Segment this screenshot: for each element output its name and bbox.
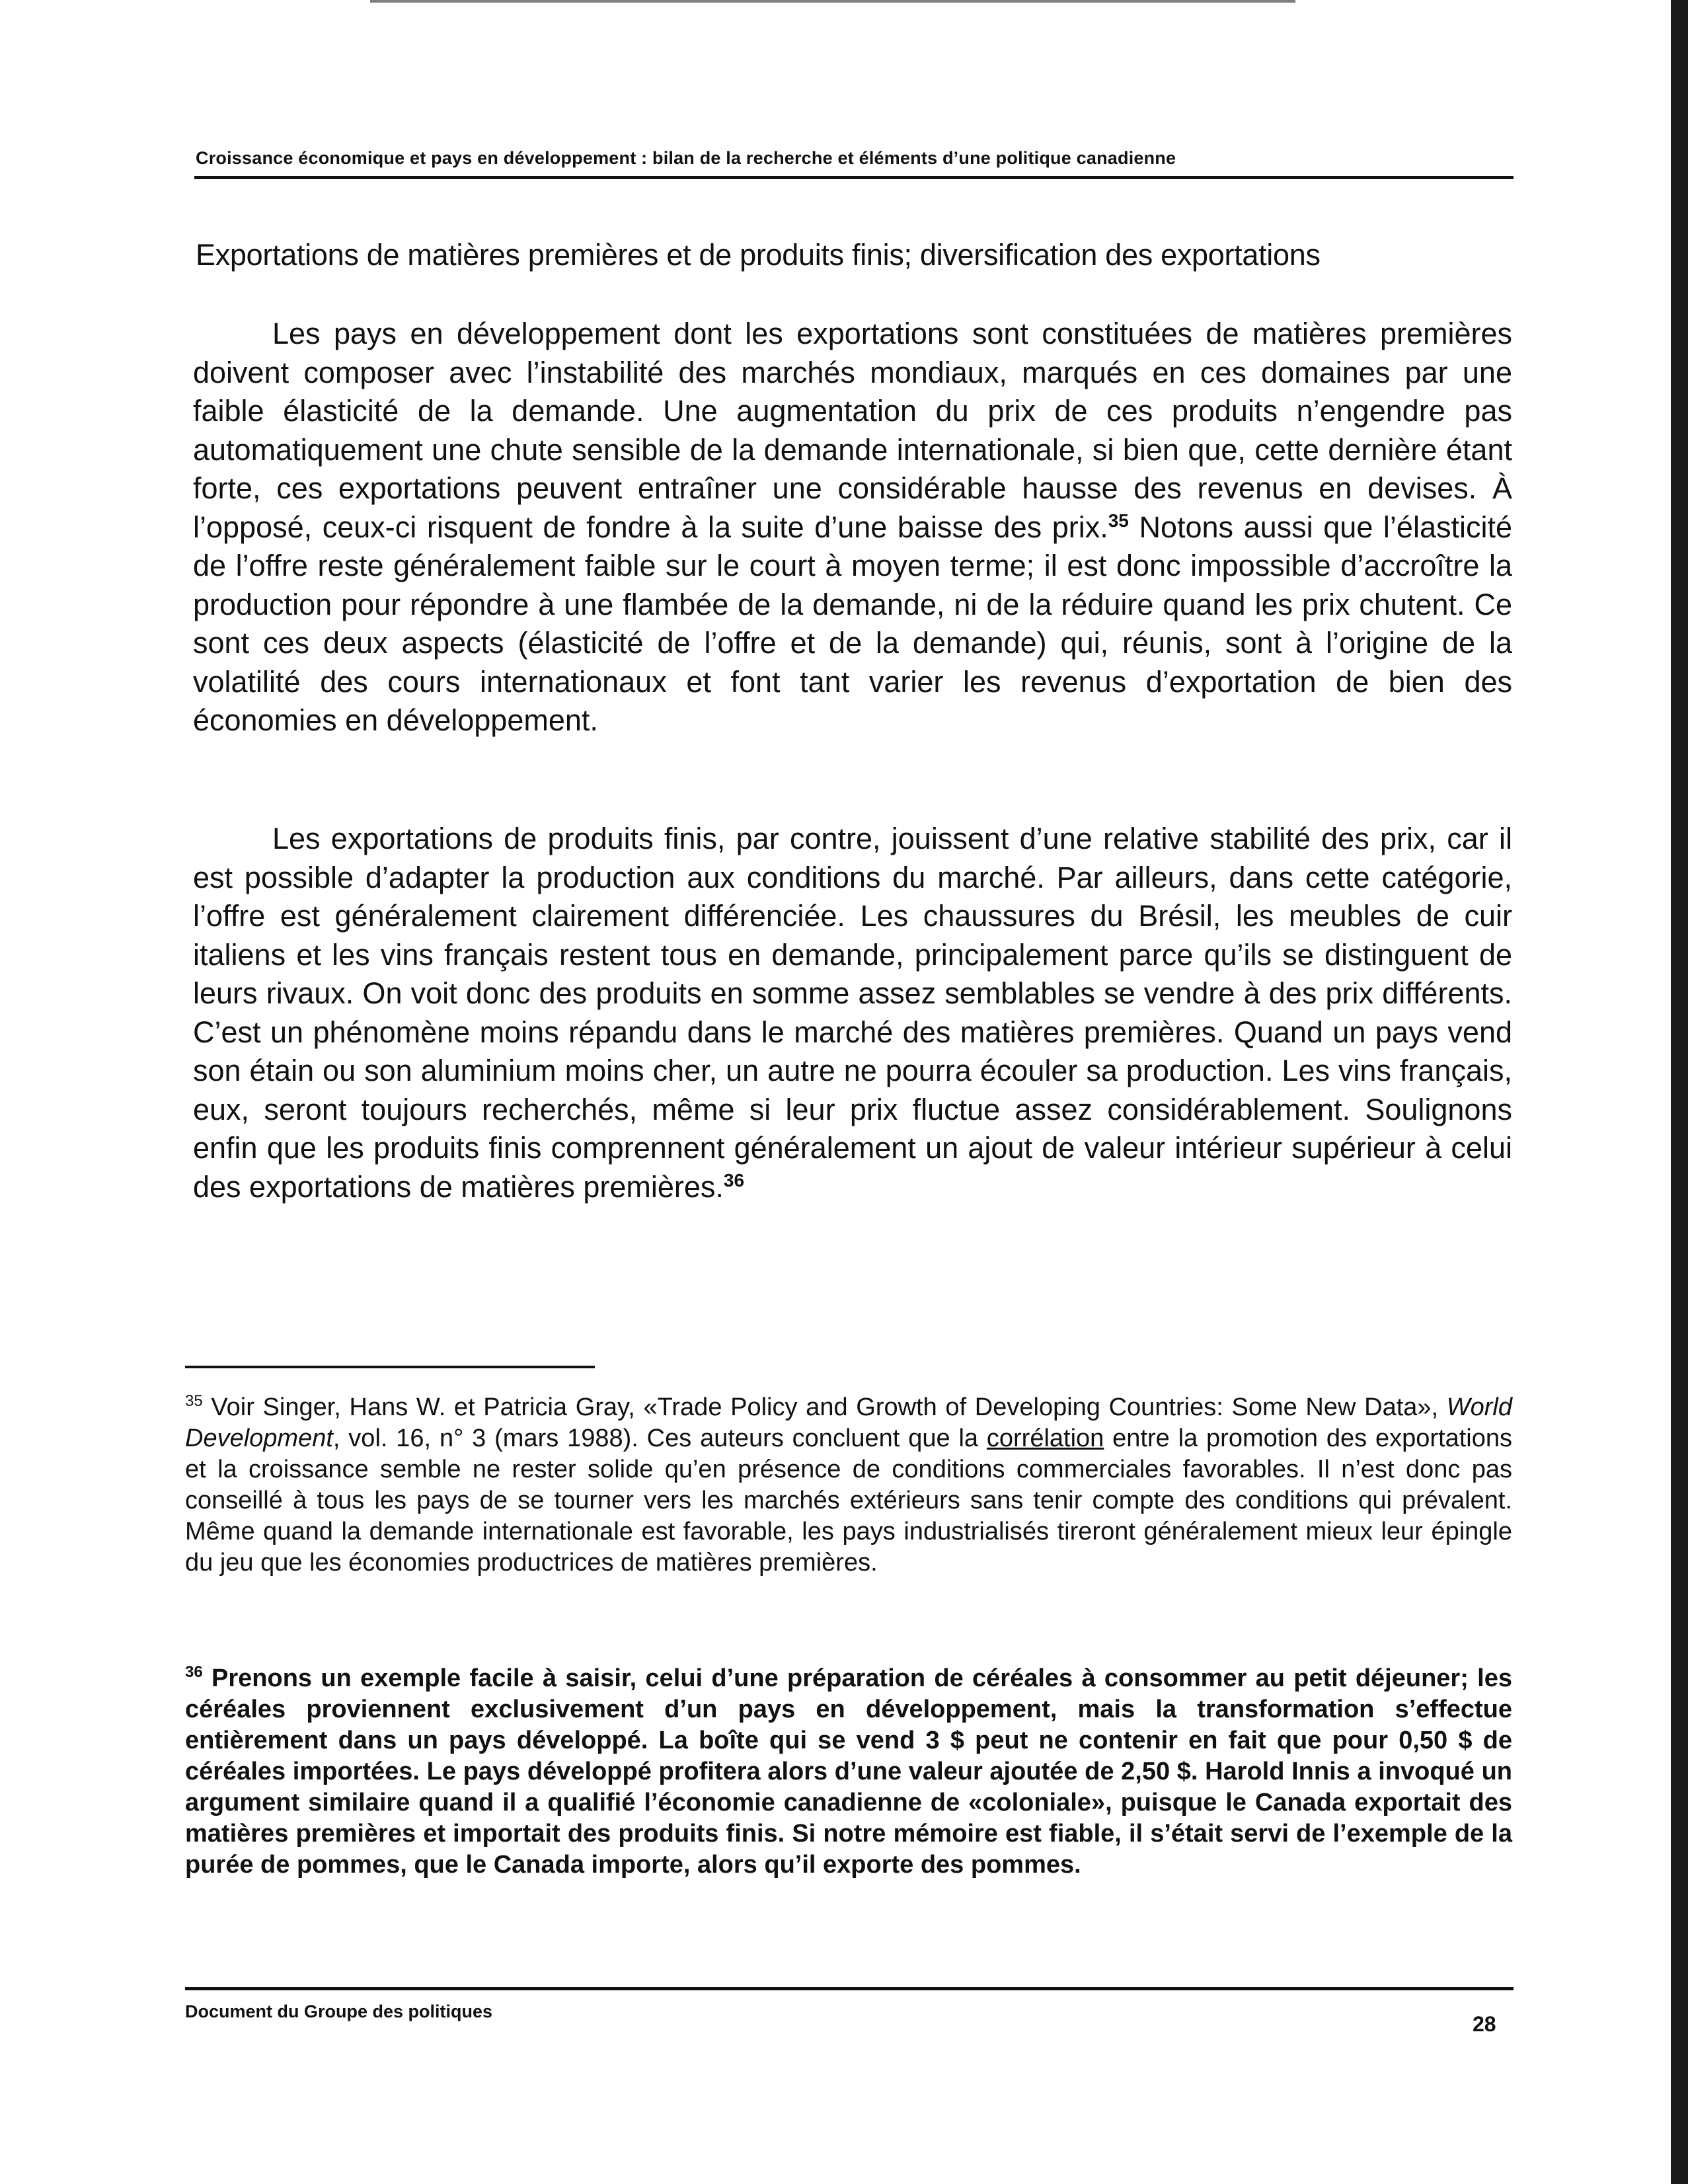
scan-right-edge — [1671, 0, 1688, 2184]
footnote-number: 36 — [185, 1663, 203, 1681]
footer-label: Document du Groupe des politiques — [185, 2002, 493, 2021]
header-rule — [194, 176, 1514, 179]
paragraph-text: Les pays en développement dont les exportations sont constituées de matières premières doivent composer avec l’instabilité des marchés mondiaux, marqués en ces domaines par une faible élasticité de la demande. Une augmentation du prix de ces produits n’engendre pas automatiquement une chute sensible de la demande internationale, si bien que, cette dernière étant forte, ces exportations peuvent entraîner une considérable hausse des revenus en devises. À l’opposé, ceux-ci risquent de fondre à la suite d’une baisse des prix. — [193, 317, 1512, 544]
paragraph-2 — [193, 820, 1512, 1206]
page-number: 28 — [1473, 2012, 1496, 2036]
footnote-text: entre la promotion des exportations et la croissance semble ne rester solide qu’en présence de conditions commerciales favorables. Il n’est donc pas conseillé à tous les pays de se tourner vers les marchés extérieurs sans tenir compte des conditions qui prévalent. Même quand la demande internationale est favorable, les pays industrialisés tireront généralement mieux leur épingle du jeu que les économies productrices de matières premières. — [185, 1424, 1512, 1577]
running-header: Croissance économique et pays en développement : bilan de la recherche et éléments d’une politique canadienne — [196, 148, 1176, 168]
paragraph-text-continued: Notons aussi que l’élasticité de l’offre reste généralement faible sur le court à moyen terme; il est donc impossible d’accroître la production pour répondre à une flambée de la demande, ni de la réduire quand les prix chutent. Ce sont ces deux aspects (élasticité de l’offre et de la demande) qui, réunis, sont à l’origine de la volatilité des cours internationaux et font tant varier les revenus d’exportation de bien des économies en développement. — [193, 510, 1513, 737]
footnote-35 — [185, 1392, 1512, 1579]
section-title: Exportations de matières premières et de produits finis; diversification des exportations — [196, 238, 1321, 272]
footnote-text: Prenons un exemple facile à saisir, celui d’une préparation de céréales à consommer au petit déjeuner; les céréales proviennent exclusivement d’un pays en développement, mais la transformation s’effectue entièrement dans un pays développé. La boîte qui se vend 3 $ peut ne contenir en fait que pour 0,50 $ de céréales importées. Le pays développé profitera alors d’une valeur ajoutée de 2,50 $. Harold Innis a invoqué un argument similaire quand il a qualifié l’économie canadienne de «coloniale», puisque le Canada exportait des matières premières et importait des produits finis. Si notre mémoire est fiable, il s’était servi de l’exemple de la purée de pommes, que le Canada importe, alors qu’il exporte des pommes. — [185, 1664, 1512, 1879]
underlined-term: corrélation — [986, 1424, 1104, 1452]
scan-top-edge — [370, 0, 1295, 3]
paragraph-text: Les exportations de produits finis, par contre, jouissent d’une relative stabilité des prix, car il est possible d’adapter la production aux conditions du marché. Par ailleurs, dans cette catégorie, l’offre est généralement clairement différenciée. Les chaussures du Brésil, les meubles de cuir italiens et les vins français restent tous en demande, principalement parce qu’ils se distinguent de leurs rivaux. On voit donc des produits en somme assez semblables se vendre à des prix différents. C’est un phénomène moins répandu dans le marché des matières premières. Quand un pays vend son étain ou son aluminium moins cher, un autre ne pourra écouler sa production. Les vins français, eux, seront toujours recherchés, même si leur prix fluctue assez considérablement. Soulignons enfin que les produits finis comprennent généralement un ajout de valeur intérieur supérieur à celui des exportations de matières premières. — [193, 822, 1512, 1204]
footnote-36 — [185, 1663, 1512, 1881]
footnote-reference-36: 36 — [723, 1169, 745, 1190]
footnote-text: , vol. 16, n° 3 (mars 1988). Ces auteurs concluent que la — [332, 1424, 987, 1452]
journal-title: World Development — [185, 1393, 1512, 1452]
paragraph-1 — [193, 315, 1512, 740]
footnote-reference-35: 35 — [1108, 510, 1129, 531]
footnote-separator — [185, 1366, 595, 1368]
footnote-number: 35 — [185, 1392, 203, 1410]
footnote-text: Voir Singer, Hans W. et Patricia Gray, «Trade Policy and Growth of Developing Countries: Some New Data», — [211, 1393, 1447, 1421]
footer-rule — [185, 1987, 1514, 1990]
